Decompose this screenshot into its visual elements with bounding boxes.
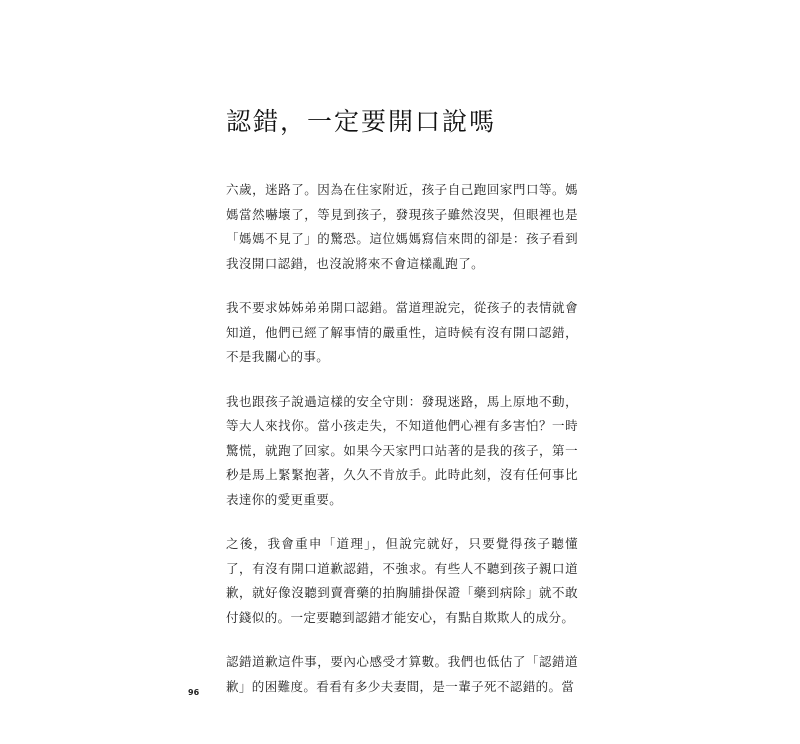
paragraph: 我不要求姊姊弟弟開口認錯。當道理說完，從孩子的表情就會知道，他們已經了解事情的嚴重性，這時候有沒有開口認錯，不是我關心的事。 xyxy=(226,300,578,364)
paragraph: 六歲，迷路了。因為在住家附近，孩子自己跑回家門口等。媽媽當然嚇壞了，等見到孩子，發現孩子雖然沒哭，但眼裡也是「媽媽不見了」的驚恐。這位媽媽寫信來問的卻是：孩子看到我沒開口認錯，也沒說將來不會這樣亂跑了。 xyxy=(226,182,578,271)
paragraph: 認錯道歉這件事，要內心感受才算數。我們也低估了「認錯道歉」的困難度。看看有多少夫妻間，是一輩子死不認錯的。當 xyxy=(226,654,578,694)
paragraph: 之後，我會重申「道理」，但說完就好，只要覺得孩子聽懂了，有沒有開口道歉認錯，不強求。有些人不聽到孩子親口道歉，就好像沒聽到賣膏藥的拍胸脯掛保證「藥到病除」就不敢付錢似的。一定要聽到認錯才能安心，有點自欺欺人的成分。 xyxy=(226,536,578,625)
chapter-title: 認錯，一定要開口說嗎 xyxy=(226,107,497,136)
body-text xyxy=(226,178,578,719)
page-number: 96 xyxy=(188,688,200,697)
paragraph: 我也跟孩子說過這樣的安全守則：發現迷路，馬上原地不動，等大人來找你。當小孩走失，不知道他們心裡有多害怕？一時驚慌，就跑了回家。如果今天家門口站著的是我的孩子，第一秒是馬上緊緊抱著，久久不肯放手。此時此刻，沒有任何事比表達你的愛更重要。 xyxy=(226,393,578,507)
